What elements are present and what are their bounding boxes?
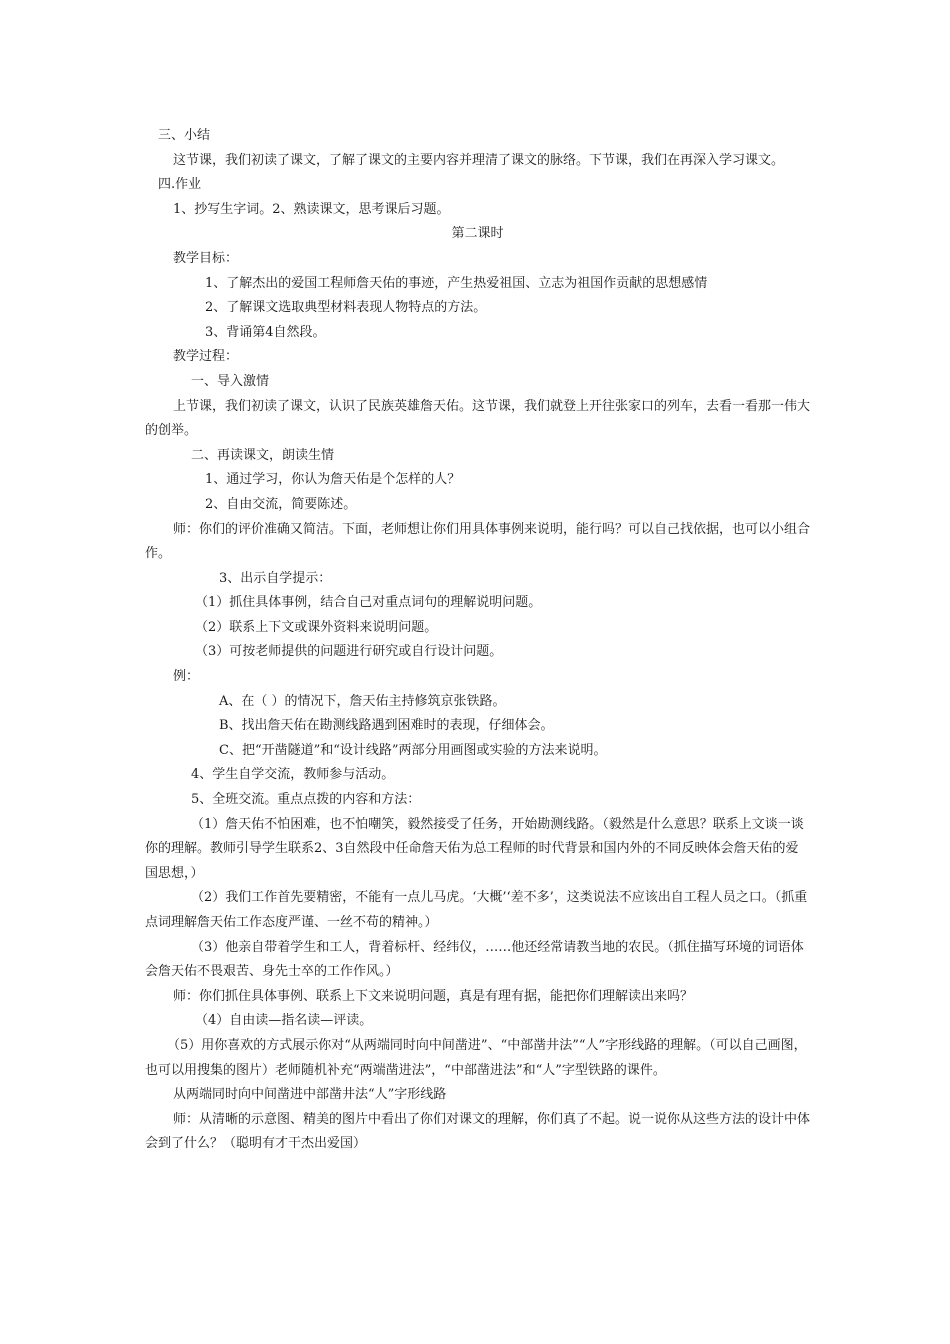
paragraph: 师：你们的评价准确又简洁。下面，老师想让你们用具体事例来说明，能行吗？可以自己找依据，也可以小组合作。 <box>145 521 811 562</box>
paragraph: B、找出詹天佑在勘测线路遇到困难时的表现，仔细体会。 <box>219 718 554 734</box>
paragraph: 这节课，我们初读了课文，了解了课文的主要内容并理清了课文的脉络。下节课，我们在再深入学习课文。 <box>173 152 785 168</box>
paragraph: 一、导入激情 <box>191 373 270 389</box>
paragraph: 5、全班交流。重点点拨的内容和方法： <box>191 792 421 808</box>
paragraph: 二、再读课文，朗读生情 <box>191 447 335 463</box>
document-body <box>145 124 810 1157</box>
paragraph: 3、出示自学提示： <box>219 570 332 586</box>
paragraph: 1、通过学习，你认为詹天佑是个怎样的人？ <box>205 472 461 488</box>
paragraph: 2、自由交流，简要陈述。 <box>205 496 357 512</box>
paragraph: 四.作业 <box>158 177 202 193</box>
paragraph: C、把“开凿隧道”和“设计线路”两部分用画图或实验的方法来说明。 <box>219 742 607 758</box>
paragraph: 从两端同时向中间凿进中部凿井法“人”字形线路 <box>173 1087 447 1103</box>
paragraph: 上节课，我们初读了课文，认识了民族英雄詹天佑。这节课，我们就登上开往张家口的列车，去看一看那一伟大的创举。 <box>145 398 811 439</box>
paragraph: 教学过程： <box>173 349 239 365</box>
paragraph: 三、小结 <box>158 128 211 143</box>
paragraph: 2、了解课文选取典型材料表现人物特点的方法。 <box>205 300 487 316</box>
paragraph: 师：从清晰的示意图、精美的图片中看出了你们对课文的理解，你们真了不起。说一说你从这些方法的设计中体会到了什么？（聪明有才干杰出爱国） <box>145 1111 811 1152</box>
paragraph: 第二课时 <box>451 226 504 242</box>
paragraph: （3）可按老师提供的问题进行研究或自行设计问题。 <box>195 644 503 660</box>
paragraph: 例： <box>173 669 200 685</box>
paragraph: A、在（ ）的情况下，詹天佑主持修筑京张铁路。 <box>219 693 506 709</box>
paragraph: 3、背诵第4自然段。 <box>205 324 326 340</box>
paragraph: （5）用你喜欢的方式展示你对“从两端同时向中间凿进”、“中部凿井法”“人”字形线路的理解。（可以自己画图，也可以用搜集的图片）老师随机补充“两端凿进法”，“中部凿进法”和“人”字型铁路的课件。 <box>145 1037 807 1078</box>
paragraph: （3）他亲自带着学生和工人，背着标杆、经纬仪，……他还经常请教当地的农民。（抓住描写环境的词语体会詹天佑不畏艰苦、身先士卒的工作作风。） <box>145 939 804 980</box>
paragraph: （4）自由读—指名读—评读。 <box>195 1013 373 1029</box>
paragraph: 4、学生自学交流，教师参与活动。 <box>191 767 395 783</box>
paragraph: （1）抓住具体事例，结合自己对重点词句的理解说明问题。 <box>195 595 542 611</box>
paragraph: 1、了解杰出的爱国工程师詹天佑的事迹，产生热爱祖国、立志为祖国作贡献的思想感情 <box>205 275 708 291</box>
paragraph: （2）我们工作首先要精密，不能有一点儿马虎。‘大概’‘差不多’，这类说法不应该出自工程人员之口。（抓重点词理解詹天佑工作态度严谨、一丝不苟的精神。） <box>145 890 808 930</box>
paragraph: 教学目标： <box>173 250 239 266</box>
paragraph: 1、抄写生字词。2、熟读课文，思考课后习题。 <box>173 201 450 217</box>
paragraph: （2）联系上下文或课外资料来说明问题。 <box>195 619 438 635</box>
paragraph: 师：你们抓住具体事例、联系上下文来说明问题，真是有理有据，能把你们理解读出来吗？ <box>173 988 694 1004</box>
paragraph: （1）詹天佑不怕困难，也不怕嘲笑，毅然接受了任务，开始勘测线路。（毅然是什么意思？联系上文谈一谈你的理解。教师引导学生联系2、3自然段中任命詹天佑为总工程师的时代背景和国内外的不同反映体会詹天佑的爱国思想，） <box>145 816 804 881</box>
